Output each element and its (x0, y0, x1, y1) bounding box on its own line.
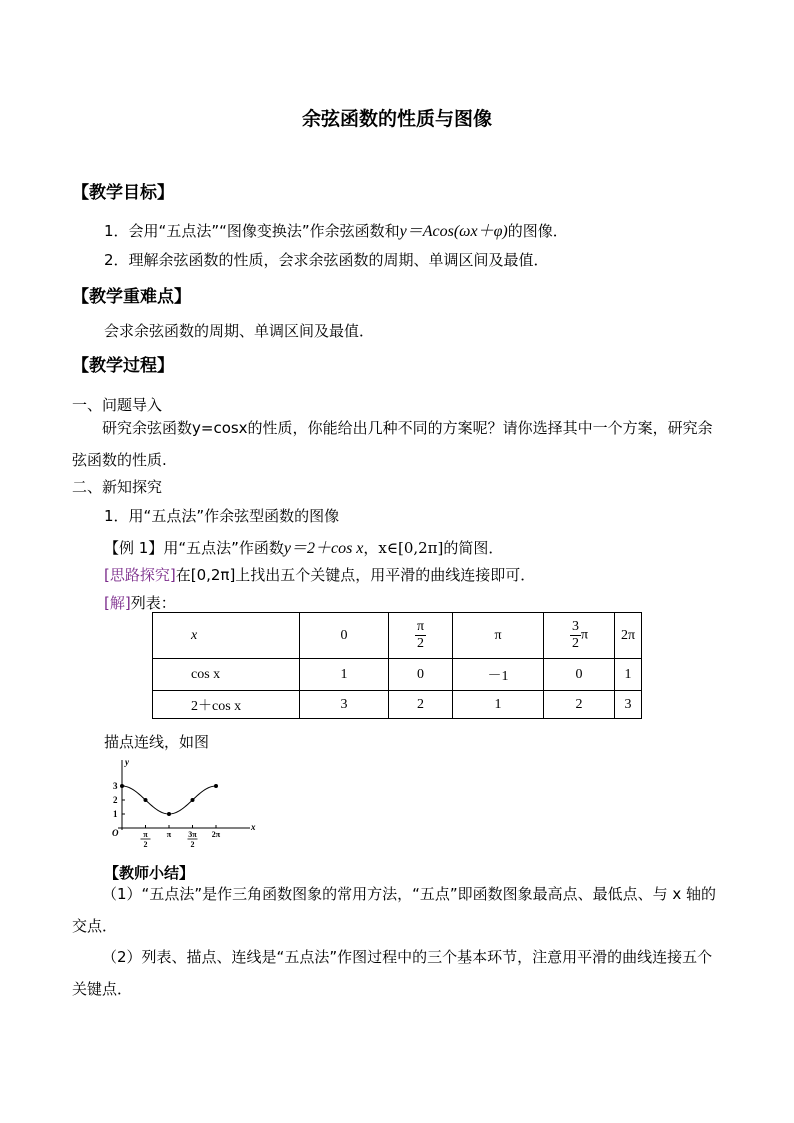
table-cell: 2π (615, 613, 642, 659)
row-label-x: x (153, 613, 300, 659)
table-cell: －1 (453, 659, 544, 691)
data-point (167, 812, 171, 816)
table-cell: 1 (453, 691, 544, 719)
example-prefix: 用“五点法”作函数 (163, 539, 284, 557)
summary-heading: 【教师小结】 (104, 864, 195, 882)
plot-caption: 描点连线，如图 (104, 733, 210, 751)
goal-1-suffix: 的图像． (507, 222, 568, 240)
key-heading: 【教学重难点】 (72, 287, 191, 307)
table-cell: 0 (300, 613, 389, 659)
example-domain: ，x∈[0,2π] (363, 539, 444, 557)
goal-2: 2．理解余弦函数的性质，会求余弦函数的周期、单调区间及最值． (104, 251, 549, 269)
x-tick-label-num: 3π (188, 830, 197, 839)
table-cell: 2 (389, 691, 453, 719)
table-cell: 2 (544, 691, 615, 719)
x-tick-label: π (166, 830, 172, 839)
y-tick-label: 3 (113, 781, 118, 791)
goals-heading: 【教学目标】 (72, 183, 174, 203)
example-label: 【例 1】 (104, 539, 164, 557)
x-tick-label: 2π (211, 830, 221, 839)
idea-text: 在[0,2π]上找出五个关键点，用平滑的曲线连接即可． (175, 566, 536, 584)
series-line (122, 786, 216, 814)
goal-1 (104, 218, 568, 241)
example-suffix: 的简图． (443, 539, 504, 557)
table-cell: $\frac{3}{2}$ π (544, 613, 615, 659)
origin-label: O (112, 828, 119, 838)
table-cell: 1 (615, 659, 642, 691)
goal-1-formula: y＝Acos(ωx＋φ) (399, 223, 508, 240)
process-heading: 【教学过程】 (72, 356, 174, 376)
data-point (144, 798, 148, 802)
table-cell: 0 (544, 659, 615, 691)
example-formula: y＝2＋cos x (283, 540, 364, 557)
data-point (191, 798, 195, 802)
table-cell (389, 613, 453, 659)
cosine-graph (108, 756, 260, 852)
key-text: 会求余弦函数的周期、单调区间及最值． (104, 322, 375, 340)
x-tick-label-num: π (143, 830, 148, 839)
table-cell: 0 (389, 659, 453, 691)
goal-1-prefix: 1．会用“五点法”“图像变换法”作余弦函数和 (104, 222, 400, 240)
idea-label: [思路探究] (104, 566, 176, 584)
solution-line (104, 592, 176, 613)
table-cell: 3 (300, 691, 389, 719)
fraction-3-over-2: $\frac{3}{2}$ (571, 619, 579, 651)
row-label-cos: cos x (153, 659, 300, 691)
page-title: 余弦函数的性质与图像 (301, 108, 492, 130)
y-tick-label: 1 (113, 809, 118, 819)
x-tick-label-den: 2 (190, 840, 195, 849)
table-row (153, 613, 642, 659)
solution-text: 列表： (130, 594, 176, 612)
fraction-pi-over-2: $\frac{\pi}{2}$ (416, 619, 425, 651)
summary-1: （1）“五点法”是作三角函数图象的常用方法，“五点”即函数图象最高点、最低点、与 x 轴的交点． (72, 885, 717, 935)
part1-text: 研究余弦函数y=cosx的性质，你能给出几种不同的方案呢？请你选择其中一个方案，研究余弦函数的性质. (72, 419, 713, 469)
example-1 (104, 535, 503, 558)
table-row (153, 659, 642, 691)
table-cell: 3 (615, 691, 642, 719)
data-point (214, 784, 218, 788)
x-axis-label: x (251, 822, 256, 832)
part1-heading: 一、问题导入 (72, 396, 163, 414)
sub1-heading: 1．用“五点法”作余弦型函数的图像 (104, 507, 340, 525)
table-cell: π (453, 613, 544, 659)
idea-line (104, 564, 535, 585)
row-label-y: 2＋cos x (153, 691, 300, 719)
summary-2: （2）列表、描点、连线是“五点法”作图过程中的三个基本环节，注意用平滑的曲线连接五个关键点． (72, 948, 713, 998)
table-cell: 1 (300, 659, 389, 691)
value-table (152, 612, 642, 719)
solution-label: [解] (104, 594, 131, 612)
table-row (153, 691, 642, 719)
y-tick-label: 2 (113, 795, 118, 805)
x-tick-label-den: 2 (143, 840, 148, 849)
part2-heading: 二、新知探究 (72, 478, 163, 496)
y-axis-label: y (125, 757, 129, 767)
